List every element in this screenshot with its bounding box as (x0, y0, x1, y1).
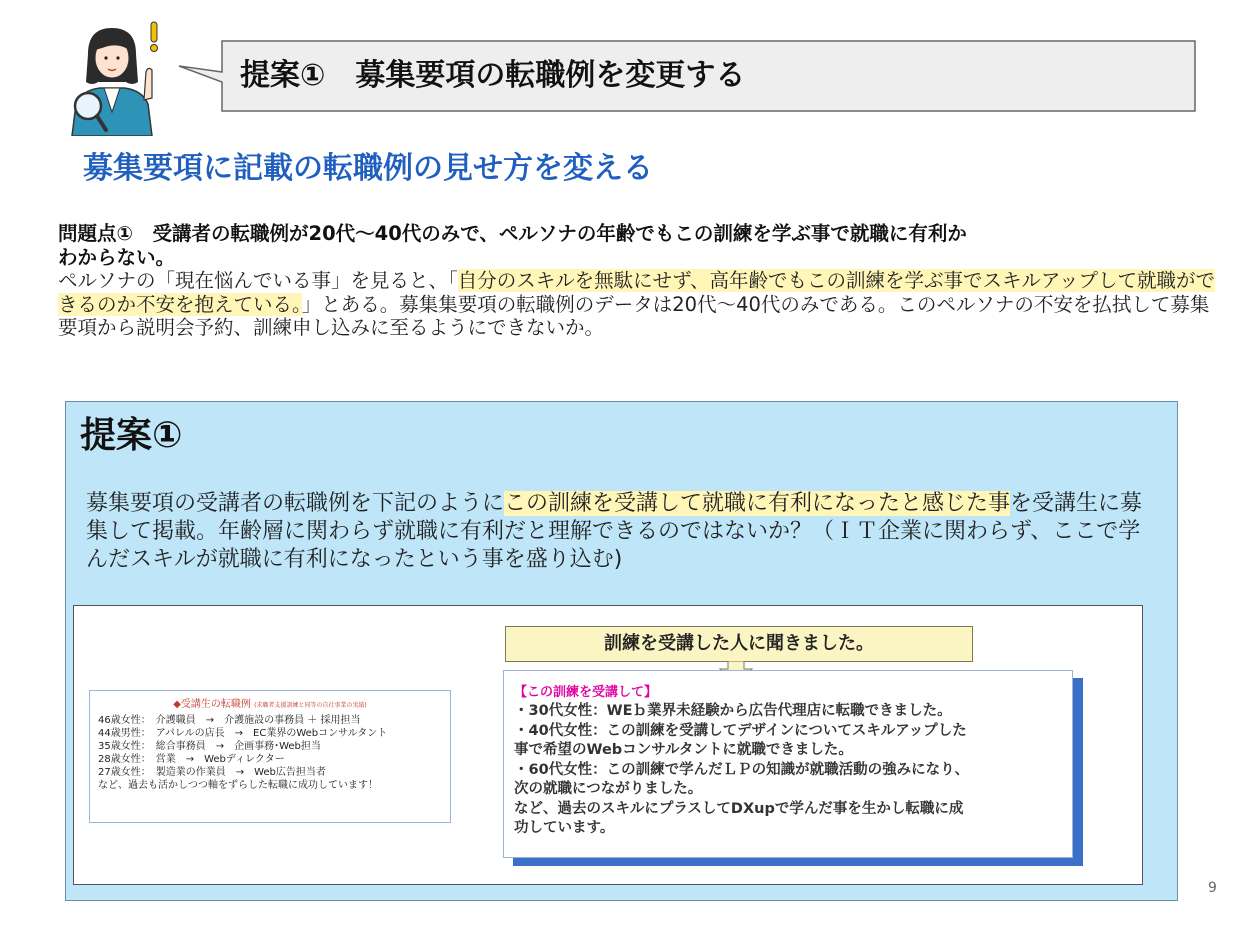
proposal-body (86, 490, 1146, 574)
testimonial-line: ・60代女性：この訓練で学んだＬＰの知識が就職活動の強みになり、 (514, 761, 970, 778)
problem-text-before: ペルソナの「現在悩んでいる事」を見ると、「 (58, 269, 458, 292)
examples-footer: など、過去も活かしつつ軸をずらした転職に成功しています！ (98, 780, 378, 791)
proposal-text-after: を受講生に募集して掲載。年齢層に関わらず就職に有利だと理解できるのではないか？（ＩＴ企業に関わらず、ここで学んだスキルが就職に有利になったという事を盛り込む) (86, 491, 1143, 572)
testimonial-line: など、過去のスキルにプラスしてDXupで学んだ事を生かし転職に成 (514, 800, 964, 817)
example-row: 35歳女性： 総合事務員 → 企画事務･Web担当 (98, 741, 321, 752)
person-with-magnifier-illustration (62, 20, 180, 136)
exclamation-icon (151, 22, 158, 52)
examples-heading-note: (求職者支援訓練と同等の自社事業の実績) (254, 702, 367, 709)
page-number: 9 (1208, 880, 1217, 896)
example-row: 46歳女性： 介護職員 → 介護施設の事務員 ＋ 採用担当 (98, 715, 361, 726)
example-row: 28歳女性： 営業 → Webディレクター (98, 754, 285, 765)
problem-heading-line1: 問題点① 受講者の転職例が20代～40代のみで、ペルソナの年齢でもこの訓練を学ぶ事で就職に有利か (58, 222, 967, 245)
trainee-voice-banner: 訓練を受講した人に聞きました。 (505, 626, 973, 662)
problem-text-after: 」とある。募集集要項の転職例のデータは20代～40代のみである。このペルソナの不安を払拭して募集要項から説明会予約、訓練申し込みに至るようにできないか。 (58, 292, 1210, 339)
testimonial-line: 事で希望のWebコンサルタントに就職できました。 (514, 742, 853, 758)
testimonial-card (503, 670, 1073, 858)
proposal-text-before: 募集要項の受講者の転職例を下記のように (86, 491, 505, 516)
example-row: 27歳女性： 製造業の作業員 → Web広告担当者 (98, 767, 326, 778)
proposal-title: 提案① (80, 415, 183, 456)
slide-subtitle: 募集要項に記載の転職例の見せ方を変える (83, 151, 653, 186)
slide-title: 提案① 募集要項の転職例を変更する (240, 58, 746, 93)
testimonial-line: ・40代女性：この訓練を受講してデザインについてスキルアップした (514, 722, 967, 739)
examples-heading: ◆受講生の転職例 (173, 699, 251, 710)
testimonial-line: 功しています。 (514, 820, 615, 836)
testimonial-line: ・30代女性：WEｂ業界未経験から広告代理店に転職できました。 (514, 703, 952, 719)
testimonial-line: 次の就職につながりました。 (514, 781, 703, 797)
problem-section (58, 222, 1218, 340)
example-row: 44歳男性： アパレルの店長 → EC業界のWebコンサルタント (98, 728, 388, 739)
problem-heading-line2: わからない。 (58, 245, 176, 269)
current-examples-box (89, 690, 451, 823)
testimonial-heading: 【この訓練を受講して】 (514, 685, 658, 700)
proposal-highlight: この訓練を受講して就職に有利になったと感じた事 (504, 491, 1011, 516)
problem-body (58, 269, 1218, 340)
examples-heading-row (98, 697, 442, 714)
problem-highlight: 自分のスキルを無駄にせず、高年齢でもこの訓練を学ぶ事でスキルアップして就職ができるのか不安を抱えている。 (58, 269, 1215, 316)
